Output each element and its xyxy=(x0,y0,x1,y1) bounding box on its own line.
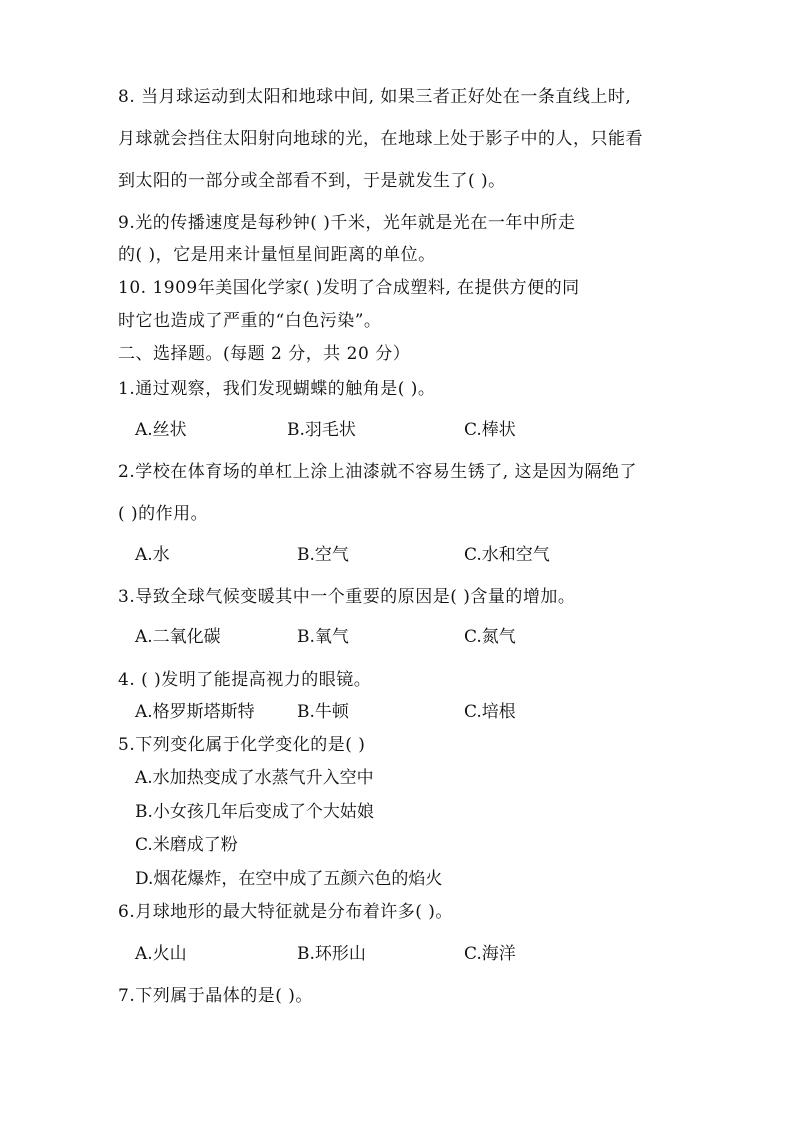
q10-line-2: 时它也造成了严重的“白色污染”。 xyxy=(118,311,382,331)
choice-q5-option-d: D.烟花爆炸，在空中成了五颜六色的焰火 xyxy=(135,869,443,889)
q8-line-1: 8. 当月球运动到太阳和地球中间, 如果三者正好处在一条直线上时, xyxy=(118,87,632,107)
choice-q5-stem: 5.下列变化属于化学变化的是( ) xyxy=(118,735,366,755)
q9-line-2: 的( )，它是用来计量恒星间距离的单位。 xyxy=(118,245,436,265)
choice-q2-stem-cont: ( )的作用。 xyxy=(118,504,209,524)
q8-line-2: 月球就会挡住太阳射向地球的光，在地球上处于影子中的人，只能看 xyxy=(118,129,643,149)
q10-line-1: 10. 1909年美国化学家( )发明了合成塑料, 在提供方便的同 xyxy=(118,278,580,298)
choice-q4-option-a: A.格罗斯塔斯特 xyxy=(135,702,255,722)
choice-q1-option-b: B.羽毛状 xyxy=(287,420,356,440)
choice-q3-option-b: B.氧气 xyxy=(297,627,349,647)
choice-q6-option-b: B.环形山 xyxy=(297,944,366,964)
choice-q1-option-a: A.丝状 xyxy=(135,420,187,440)
choice-q1-option-c: C.棒状 xyxy=(464,420,516,440)
choice-q7-stem: 7.下列属于晶体的是( )。 xyxy=(118,986,313,1006)
choice-q3-stem: 3.导致全球气候变暖其中一个重要的原因是( )含量的增加。 xyxy=(118,587,576,607)
choice-q2-option-c: C.水和空气 xyxy=(464,545,550,565)
section-2-heading: 二、选择题。(每题 2 分，共 20 分） xyxy=(118,344,411,364)
choice-q6-option-c: C.海洋 xyxy=(464,944,516,964)
q9-line-1: 9.光的传播速度是每秒钟( )千米，光年就是光在一年中所走 xyxy=(118,213,576,233)
choice-q4-stem: 4. ( )发明了能提高视力的眼镜。 xyxy=(118,670,372,690)
choice-q4-option-b: B.牛顿 xyxy=(297,702,349,722)
choice-q4-option-c: C.培根 xyxy=(464,702,516,722)
choice-q1-stem: 1.通过观察，我们发现蝴蝶的触角是( )。 xyxy=(118,379,436,399)
q8-line-3: 到太阳的一部分或全部看不到，于是就发生了( )。 xyxy=(118,171,506,191)
choice-q6-stem: 6.月球地形的最大特征就是分布着许多( )。 xyxy=(118,902,453,922)
choice-q2-option-a: A.水 xyxy=(135,545,170,565)
choice-q3-option-a: A.二氧化碳 xyxy=(135,627,221,647)
choice-q2-stem: 2.学校在体育场的单杠上涂上油漆就不容易生锈了, 这是因为隔绝了 xyxy=(118,462,638,482)
choice-q3-option-c: C.氮气 xyxy=(464,627,516,647)
choice-q2-option-b: B.空气 xyxy=(297,545,349,565)
choice-q5-option-a: A.水加热变成了水蒸气升入空中 xyxy=(135,768,374,788)
choice-q5-option-c: C.米磨成了粉 xyxy=(135,835,238,855)
choice-q5-option-b: B.小女孩几年后变成了个大姑娘 xyxy=(135,802,374,822)
choice-q6-option-a: A.火山 xyxy=(135,944,187,964)
